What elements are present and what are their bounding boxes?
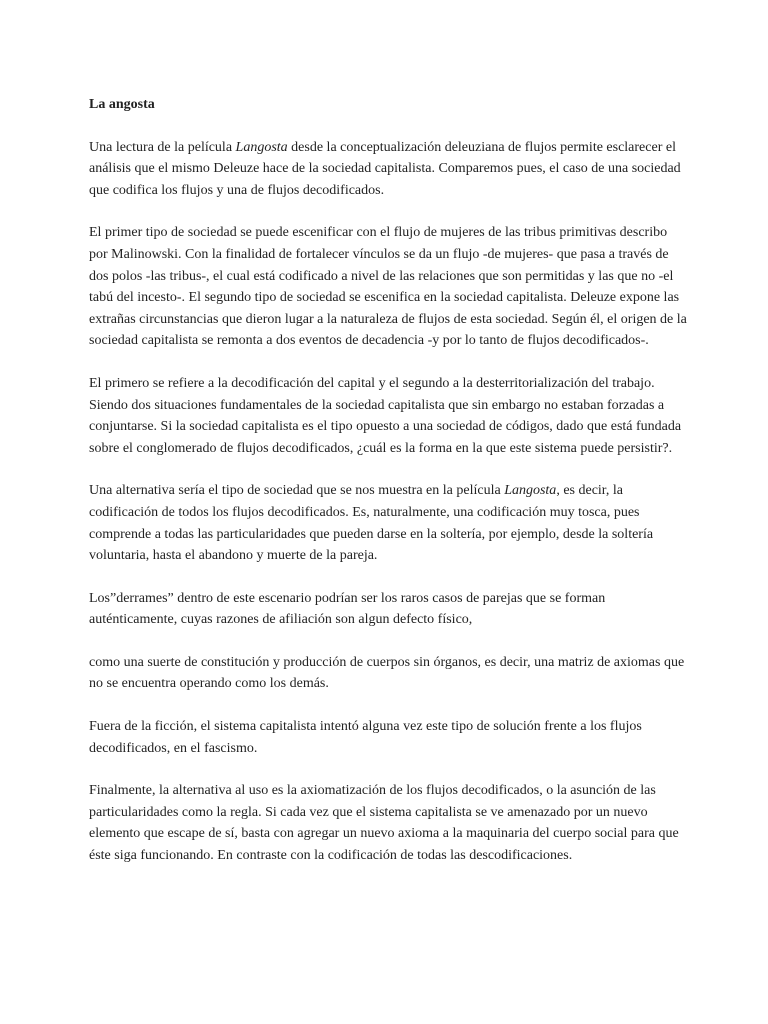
paragraph	[89, 480, 688, 566]
paragraph	[89, 780, 688, 866]
document-body	[89, 137, 688, 867]
italic-text-run: Langosta	[235, 139, 288, 155]
italic-text-run: Langosta	[504, 483, 557, 499]
paragraph	[89, 652, 688, 695]
text-run: Una lectura de la película	[89, 139, 236, 155]
text-run: Los”derrames” dentro de este escenario podrían ser los raros casos de parejas que se forman auténticamente, cuyas razones de afiliación son algun defecto físico,	[89, 590, 606, 628]
text-run: , es decir, la codificación de todos los flujos decodificados. Es, naturalmente, una codificación muy tosca, pues comprende a todas las particularidades que pueden darse en la soltería, por ejemplo, desde la soltería voluntaria, hasta el abandono y muerte de la pareja.	[89, 483, 654, 564]
text-run: Fuera de la ficción, el sistema capitalista intentó alguna vez este tipo de solución frente a los flujos decodificados, en el fascismo.	[89, 719, 642, 756]
text-run: desde la conceptualización deleuziana de flujos permite esclarecer el análisis que el mismo Deleuze hace de la sociedad capitalista. Comparemos pues, el caso de una sociedad que codifica los flujos y una de flujos decodificados.	[89, 139, 681, 198]
paragraph	[89, 588, 688, 631]
paragraph	[89, 716, 688, 759]
text-run: como una suerte de constitución y producción de cuerpos sin órganos, es decir, una matriz de axiomas que no se encuentra operando como los demás.	[89, 654, 685, 692]
text-run: Finalmente, la alternativa al uso es la axiomatización de los flujos decodificados, o la asunción de las particularidades como la regla. Si cada vez que el sistema capitalista se ve amenazado por un nuevo elemento que escape de sí, basta con agregar un nuevo axioma a la maquinaria del cuerpo social para que éste siga funcionando. En contraste con la codificación de todas las descodificaciones.	[89, 783, 679, 864]
paragraph	[89, 137, 688, 202]
text-run: Una alternativa sería el tipo de sociedad que se nos muestra en la película	[89, 483, 505, 499]
text-run: El primero se refiere a la decodificación del capital y el segundo a la desterritorialización del trabajo. Siendo dos situaciones fundamentales de la sociedad capitalista que sin embargo no estaban forzadas a conjuntarse. Si la sociedad capitalista es el tipo opuesto a una sociedad de códigos, dado que está fundada sobre el conglomerado de flujos decodificados, ¿cuál es la forma en la que este sistema puede persistir?.	[89, 375, 682, 456]
paragraph	[89, 373, 688, 459]
text-run: El primer tipo de sociedad se puede escenificar con el flujo de mujeres de las tribus primitivas describo por Malinowski. Con la finalidad de fortalecer vínculos se da un flujo -de mujeres- que pasa a través de dos polos -las tribus-, el cual está codificado a nivel de las relaciones que son permitidas y las que no -el tabú del incesto-. El segundo tipo de sociedad se escenifica en la sociedad capitalista. Deleuze expone las extrañas circunstancias que dieron lugar a la naturaleza de flujos de esta sociedad. Según él, el origen de la sociedad capitalista se remonta a dos eventos de decadencia -y por lo tanto de flujos decodificados-.	[89, 225, 687, 349]
document-title: La angosta	[89, 97, 155, 112]
paragraph	[89, 222, 688, 352]
